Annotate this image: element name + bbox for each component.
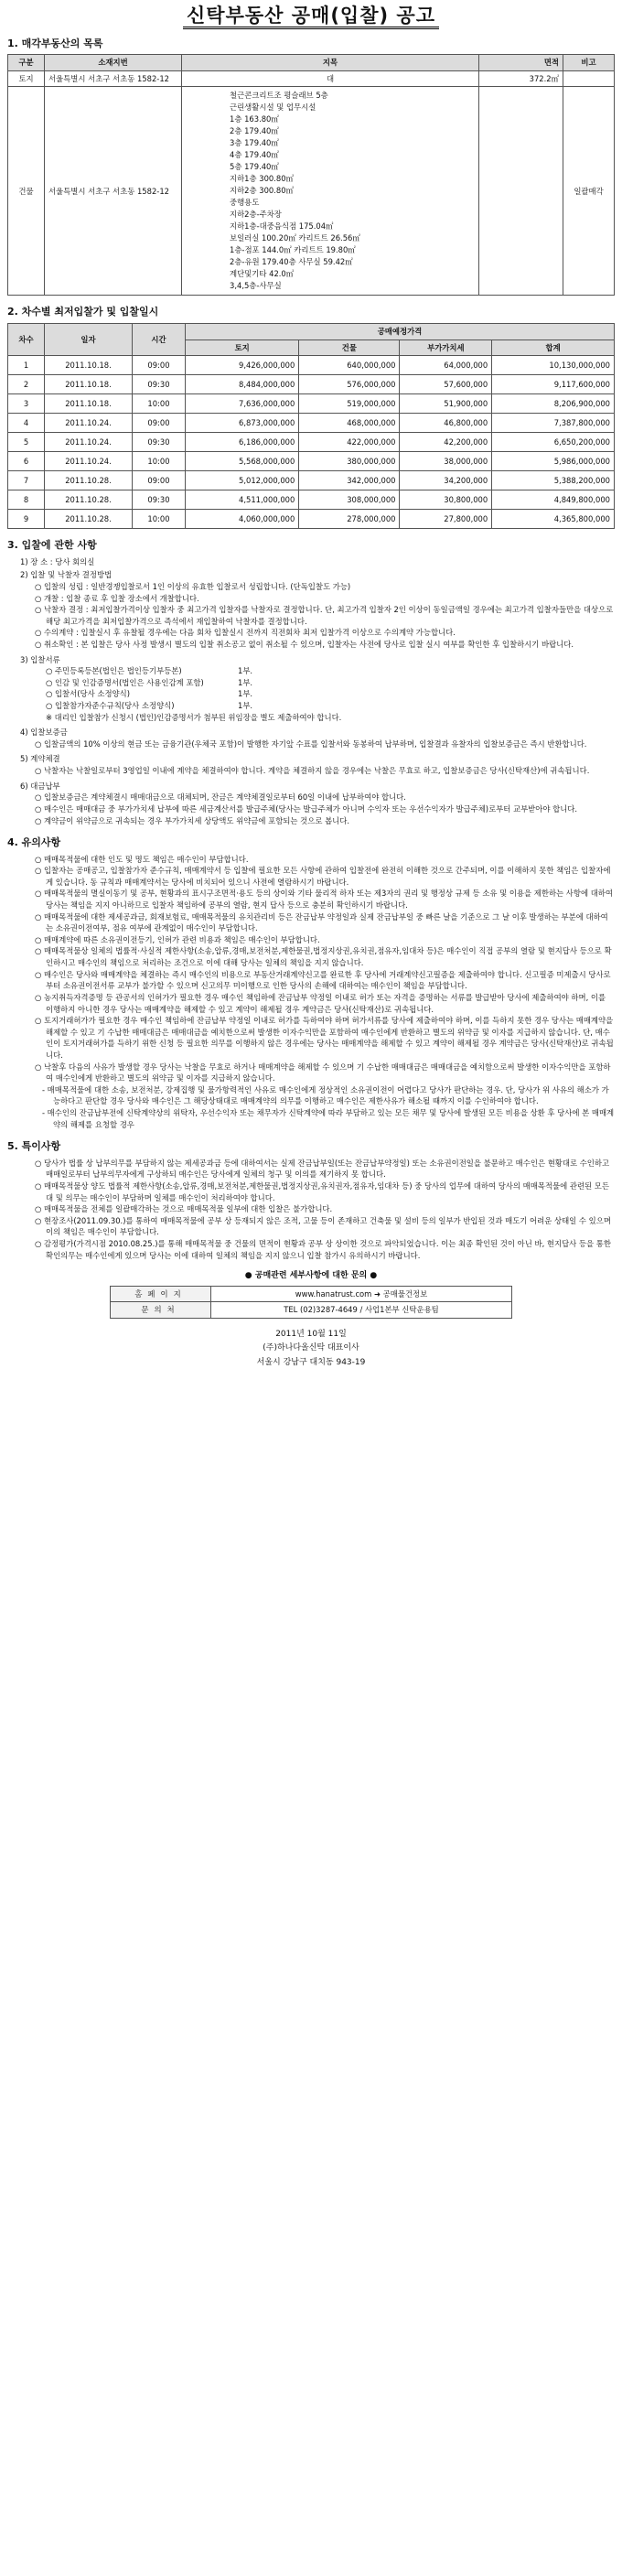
- header-note: 비고: [563, 55, 615, 71]
- table-row: [8, 394, 615, 414]
- date-cell: 2011.10.18.: [45, 394, 133, 414]
- header-date: 일자: [45, 323, 133, 355]
- method-title: 2) 입찰 및 낙찰자 결정방법: [20, 570, 113, 580]
- list-item: ○ 낙찰자는 낙찰일로부터 3영업일 이내에 계약을 체결하여야 합니다. 계약을 체결하지 않을 경우에는 낙찰은 무효로 하고, 입찰보증금은 당사(신탁재산)에 귀속됩니다.: [35, 766, 590, 776]
- round-cell: 4: [8, 414, 45, 433]
- total-cell: 10,130,000,000: [492, 356, 615, 375]
- list-item: ○ 매매목적물상 양도 법률적 제한사항(소송,압류,경매,보전처분,제한물권,법정지상권,유치권자,점유자,임대차 등) 중 당사의 업무에 대하여 당사의 매매목적물에 관련된 모든 대 및 의무는 매수인이 부담하며 일체를 매수인이 처리하여야 합니다.: [35, 1180, 609, 1202]
- schedule-body: [8, 356, 615, 529]
- docs-title: 3) 입찰서류: [20, 654, 60, 664]
- building-line: 근린생활시설 및 업무시설: [230, 102, 316, 113]
- total-cell: 9,117,600,000: [492, 375, 615, 394]
- contact-row: [111, 1286, 512, 1302]
- header-price-group: 공매예정가격: [186, 323, 615, 340]
- land-type: 토지: [8, 70, 45, 87]
- section5-heading: 5. 특이사항: [7, 1140, 61, 1153]
- doc-name: ○ 입찰서(당사 소정양식): [46, 689, 130, 699]
- footer-address: 서울시 강남구 대치동 943-19: [256, 1357, 366, 1367]
- docs-note: ※ 대리인 입찰참가 신청시 (법인)인감증명서가 첨부된 위임장을 별도 제출하여야 합니다.: [46, 712, 342, 722]
- date-cell: 2011.10.18.: [45, 375, 133, 394]
- list-item: ○ 토지거래허가가 필요한 경우 매수인 책임하에 잔금납부 약정일 이내로 허가를 득하여야 하며 허가서류를 당사에 제출하여야 하며, 이를 득하지 못한 경우 당사는 매매계약을 해제할 수 있고 기 수납한 매매대금은 매매대금을 예치한으로써 발생한 이자수익만을 포함하여 매수인에게 반환하고 별도의 위약금 및 이자를 지급하지 않습니다. 단, 매수인이 토지거래허가를 득하기 위한 신청 등 필요한 의무를 이행하지 않은 경우에는 당사는 매매계약을 해제할 수 있고 계약이 해제될 경우 계약금은 당사(신탁재산)로 귀속됩니다.: [35, 1016, 614, 1060]
- total-cell: 6,650,200,000: [492, 433, 615, 452]
- doc-count: 1부.: [238, 677, 253, 687]
- special-list: [7, 1158, 615, 1261]
- table-row: [8, 375, 615, 394]
- building-price-cell: 640,000,000: [299, 356, 400, 375]
- schedule-header-row: [8, 323, 615, 340]
- footer: [7, 1328, 615, 1370]
- building-line: 철근콘크리트조 평슬래브 5층: [230, 91, 328, 101]
- building-line: 계단및기타 42.0㎡: [230, 269, 295, 279]
- doc-row: [46, 688, 615, 700]
- contact-value: TEL (02)3287-4649 / 사업1본부 신탁운용팀: [211, 1302, 512, 1319]
- vat-cell: 42,200,000: [400, 433, 492, 452]
- list-item: ○ 개찰 : 입찰 종료 후 입찰 장소에서 개찰합니다.: [35, 593, 199, 603]
- doc-name: ○ 입찰참가자준수규칙(당사 소정양식): [46, 701, 175, 711]
- building-type: 건물: [8, 87, 45, 296]
- date-cell: 2011.10.24.: [45, 433, 133, 452]
- section2-heading: 2. 차수별 최저입찰가 및 입찰일시: [7, 306, 159, 318]
- header-land: 토지: [186, 340, 299, 356]
- land-price-cell: 5,568,000,000: [186, 452, 299, 471]
- header-category: 지목: [182, 55, 479, 71]
- vat-cell: 51,900,000: [400, 394, 492, 414]
- building-line: 지하1층 300.80㎡: [230, 174, 294, 184]
- contact-heading: ● 공매관련 세부사항에 대한 문의 ●: [244, 1271, 378, 1281]
- building-line: 지하2층-주차장: [230, 210, 282, 220]
- page-title: 신탁부동산 공매(입찰) 공고: [7, 0, 615, 31]
- list-item: ○ 낙찰자 결정 : 최저입찰가격이상 입찰자 중 최고가격 입찰자를 낙찰자로 결정합니다. 단, 최고가격 입찰자 2인 이상이 동일금액일 경우에는 최고가격 입찰자들만을 대상으로 해당 최고가격을 최저입찰가격으로 즉석에서 재입찰하여 낙찰자를 결정합니다.: [35, 605, 614, 626]
- section4-heading: 4. 유의사항: [7, 836, 61, 849]
- table-row: [8, 414, 615, 433]
- round-cell: 9: [8, 510, 45, 529]
- time-cell: 09:30: [133, 490, 186, 510]
- list-item: ○ 현장조사(2011.09.30.)를 통하여 매매목적물에 공부 상 등재되지 않은 조적, 고물 등이 존재하고 건축물 및 설비 등의 일부가 반입된 것과 매도기 어려운 상태일 수 있으며 이의 책임은 매수인이 부담합니다.: [35, 1215, 611, 1237]
- round-cell: 7: [8, 471, 45, 490]
- land-location: 서울특별시 서초구 서초동 1582-12: [45, 70, 182, 87]
- header-type: 구분: [8, 55, 45, 71]
- header-vat: 부가가치세: [400, 340, 492, 356]
- contact-table: [110, 1286, 512, 1319]
- building-area: [479, 87, 563, 296]
- method-list: [7, 581, 615, 651]
- contact-row: [111, 1302, 512, 1319]
- table-row: [8, 490, 615, 510]
- list-item: ○ 입찰금액의 10% 이상의 현금 또는 금융기관(우체국 포함)이 발행한 자기앞 수표를 입찰서와 동봉하여 납부하며, 입찰결과 유찰자의 입찰보증금은 즉시 반환합니다.: [35, 738, 587, 749]
- table-row: [8, 433, 615, 452]
- table-row: [8, 452, 615, 471]
- total-cell: 5,986,000,000: [492, 452, 615, 471]
- property-table: [7, 54, 615, 296]
- list-item: ○ 매매계약에 따른 소유권이전등기, 인허가 관련 비용과 책임은 매수인이 부담합니다.: [35, 934, 320, 944]
- land-area: 372.2㎡: [479, 70, 563, 87]
- round-cell: 1: [8, 356, 45, 375]
- section3-heading: 3. 입찰에 관한 사항: [7, 539, 97, 552]
- total-cell: 7,387,800,000: [492, 414, 615, 433]
- list-item: ○ 수의계약 : 입찰실시 후 유찰될 경우에는 다음 회차 입찰실시 전까지 직전회차 최저 입찰가격 이상으로 수의계약 가능합니다.: [35, 628, 456, 638]
- schedule-table: [7, 323, 615, 529]
- list-item: ○ 매매목적물에 대한 제세공과금, 회재보험료, 매매목적물의 유치관리비 등은 잔금납부 약정일과 실제 잔금납부일 중 빠른 날을 기준으로 그 날 이후 발생하는 부분에 대하여는 소유권이전여부, 점유 여부에 관계없이 매수인이 부담합니다.: [35, 911, 608, 933]
- date-cell: 2011.10.24.: [45, 414, 133, 433]
- list-item: ○ 입찰보증금은 계약체결시 매매대금으로 대체되며, 잔금은 계약체결일로부터 60일 이내에 납부하여야 합니다.: [35, 792, 406, 803]
- building-price-cell: 422,000,000: [299, 433, 400, 452]
- deposit-title: 4) 입찰보증금: [20, 728, 68, 738]
- total-cell: 4,365,800,000: [492, 510, 615, 529]
- vat-cell: 34,200,000: [400, 471, 492, 490]
- list-item: ○ 매매목적물상 일체의 법률적·사실적 제한사항(소송,압류,경매,보전처분,제한물권,법정지상권,유치권,점유자,임대차 등)은 매수인이 직접 공부의 열람 및 현지답사 등으로 확인하시고 매수인의 책임으로 처리하는 조건으로 이에 대해 당사는 일체의 책임을 지지 않습니다.: [35, 946, 612, 968]
- list-item: ○ 계약금이 위약금으로 귀속되는 경우 부가가치세 상당액도 위약금에 포함되는 것으로 봅니다.: [35, 815, 350, 825]
- building-price-cell: 576,000,000: [299, 375, 400, 394]
- footer-date: 2011년 10월 11일: [275, 1329, 347, 1339]
- round-cell: 8: [8, 490, 45, 510]
- building-line: 지하2층 300.80㎡: [230, 186, 294, 196]
- time-cell: 10:00: [133, 452, 186, 471]
- list-item: ○ 당사가 법률 상 납부의무를 부담하지 않는 제세공과금 등에 대하여서는 실제 잔금납부일(또는 잔금납부약정일) 또는 소유권이전일을 불문하고 매수인은 현황대로 수인하고 매매일로부터 납부의무자에게 구상하되 매수인은 당사에게 일체의 청구 및 이의를 제기하지 못 합니다.: [35, 1158, 610, 1180]
- header-building: 건물: [299, 340, 400, 356]
- footer-company: (주)하나다올신탁 대표이사: [263, 1343, 359, 1353]
- land-price-cell: 8,484,000,000: [186, 375, 299, 394]
- building-line: 2층-유원 179.40층 사무실 59.42㎡: [230, 257, 353, 267]
- round-cell: 6: [8, 452, 45, 471]
- building-line: 3,4,5층-사무실: [230, 281, 282, 291]
- table-row: [8, 356, 615, 375]
- doc-count: 1부.: [238, 666, 253, 676]
- payment-title: 6) 대금납부: [20, 781, 60, 791]
- building-line: 2층 179.40㎡: [230, 126, 279, 136]
- building-line: 1층-점포 144.0㎡ 카리트트 19.80㎡: [230, 245, 356, 255]
- doc-count: 1부.: [238, 689, 253, 699]
- doc-row: [46, 677, 615, 689]
- building-price-cell: 519,000,000: [299, 394, 400, 414]
- list-item: - 매매목적물에 대한 소송, 보전처분, 강제집행 및 물가항력적인 사유로 매수인에게 정상적인 소유권이전이 어렵다고 당사가 판단하는 경우. 단, 당사가 위 사유의 해소가 가능하다고 판단할 경우 당사와 매수인은 그 해당상태대로 매매계약의 의무를 이행하고 매수인은 제한사유가 해소될 때까지 이를 수인하여야 합니다.: [42, 1084, 609, 1106]
- date-cell: 2011.10.28.: [45, 510, 133, 529]
- building-price-cell: 468,000,000: [299, 414, 400, 433]
- building-price-cell: 308,000,000: [299, 490, 400, 510]
- header-total: 합계: [492, 340, 615, 356]
- building-line: 3층 179.40㎡: [230, 138, 279, 148]
- list-item: ○ 입찰자는 공매공고, 입찰참가자 준수규칙, 매매계약서 등 입찰에 필요한 모든 사항에 관하여 입찰전에 완전히 이해한 것으로 간주되며, 이를 이해하지 못한 책임은 입찰자에게 있습니다. 동 규칙과 매매계약서는 당사에 비치되어 있으니 사전에 열람하시기 바랍니다.: [35, 866, 611, 887]
- list-item: ○ 감정평가(가격시점 2010.08.25.)를 통해 매매목적물 중 건물의 면적이 현황과 공부 상 상이한 것으로 파악되었습니다. 이는 최종 확인된 것이 아닌 바, 현지답사 등을 통한 확인의무는 매수인에게 있으며 당사는 이에 대하여 일체의 책임을 지지 않으니 입찰 참가시 유의하시기 바랍니다.: [35, 1239, 611, 1260]
- land-price-cell: 6,186,000,000: [186, 433, 299, 452]
- time-cell: 09:00: [133, 414, 186, 433]
- vat-cell: 46,800,000: [400, 414, 492, 433]
- time-cell: 10:00: [133, 510, 186, 529]
- table-row: [8, 471, 615, 490]
- time-cell: 09:00: [133, 356, 186, 375]
- list-item: ○ 취소확인 : 본 입찰은 당사 사정 발생시 별도의 입찰 취소공고 없이 취소될 수 있으며, 입찰자는 사전에 당사로 입찰 실시 여부를 확인한 후 입찰하시기 바랍니다.: [35, 639, 574, 649]
- doc-name: ○ 주민등록등본(법인은 법인등기부등본): [46, 666, 182, 676]
- land-price-cell: 7,636,000,000: [186, 394, 299, 414]
- date-cell: 2011.10.28.: [45, 490, 133, 510]
- list-item: ○ 매수인은 매매대금 중 부가가치세 납부에 따른 세금계산서를 발급주체(당사는 발급주체가 아니며 수익자 또는 우선수익자가 발급주체)로부터 교부받아야 합니다.: [35, 803, 578, 814]
- header-location: 소재지번: [45, 55, 182, 71]
- caution-list: [7, 854, 615, 1131]
- building-row: [8, 87, 615, 296]
- total-cell: 5,388,200,000: [492, 471, 615, 490]
- place-line: 1) 장 소 : 당사 회의실: [20, 556, 95, 566]
- header-time: 시간: [133, 323, 186, 355]
- vat-cell: 64,000,000: [400, 356, 492, 375]
- building-description: [182, 87, 479, 296]
- land-price-cell: 5,012,000,000: [186, 471, 299, 490]
- list-item: ○ 입찰의 성립 : 일반경쟁입찰로서 1인 이상의 유효한 입찰로서 성립합니다. (단독입찰도 가능): [35, 581, 351, 591]
- list-item: ○ 매매목적물을 전체를 일괄매각하는 것으로 매매목적물 일부에 대한 입찰은 불가합니다.: [35, 1204, 333, 1214]
- homepage-link[interactable]: www.hanatrust.com ➜ 공매물건정보: [211, 1286, 512, 1302]
- contact-label: 홈페이지: [111, 1286, 211, 1302]
- vat-cell: 30,800,000: [400, 490, 492, 510]
- round-cell: 5: [8, 433, 45, 452]
- land-price-cell: 4,060,000,000: [186, 510, 299, 529]
- time-cell: 09:00: [133, 471, 186, 490]
- header-round: 차수: [8, 323, 45, 355]
- contract-title: 5) 계약체결: [20, 754, 60, 764]
- date-cell: 2011.10.18.: [45, 356, 133, 375]
- date-cell: 2011.10.24.: [45, 452, 133, 471]
- building-line: 보일러실 100.20㎡ 카리트트 26.56㎡: [230, 233, 360, 243]
- land-price-cell: 4,511,000,000: [186, 490, 299, 510]
- land-row: [8, 70, 615, 87]
- doc-row: [46, 665, 615, 677]
- vat-cell: 57,600,000: [400, 375, 492, 394]
- building-note: 일괄매각: [563, 87, 615, 296]
- doc-name: ○ 인감 및 인감증명서(법인은 사용인감계 포함): [46, 677, 204, 687]
- table-row: [8, 510, 615, 529]
- round-cell: 3: [8, 394, 45, 414]
- header-area: 면적: [479, 55, 563, 71]
- building-line: 4층 179.40㎡: [230, 150, 279, 160]
- list-item: - 매수인의 잔금납부전에 신탁계약상의 위탁자, 우선수익자 또는 채무자가 신탁계약에 따라 부담하고 있는 모든 채무 및 당사에 발생된 모든 비용을 상환 후 당사에 본 매매계약의 해제를 요청할 경우: [42, 1108, 615, 1129]
- list-item: ○ 매매목적물에 대한 인도 및 명도 책임은 매수인이 부담합니다.: [35, 854, 249, 864]
- building-price-cell: 380,000,000: [299, 452, 400, 471]
- building-line: 중행용도: [230, 198, 260, 208]
- building-price-cell: 278,000,000: [299, 510, 400, 529]
- time-cell: 09:30: [133, 433, 186, 452]
- building-line: 지하1층-대중음식점 175.04㎡: [230, 221, 334, 232]
- land-price-cell: 9,426,000,000: [186, 356, 299, 375]
- doc-count: 1부.: [238, 701, 253, 711]
- docs-list: [7, 665, 615, 711]
- round-cell: 2: [8, 375, 45, 394]
- building-line: 5층 179.40㎡: [230, 162, 279, 172]
- building-price-cell: 342,000,000: [299, 471, 400, 490]
- list-item: ○ 낙찰후 다음의 사유가 발생할 경우 당사는 낙찰을 무효로 하거나 매매계약을 해제할 수 있으며 기 수납한 매매대금은 매매대금을 예치함으로써 발생한 이자수익만을 포함하여 매수인에게 반환하고 별도의 위약금 및 이자를 지급하지 않습니다.: [35, 1062, 611, 1083]
- total-cell: 8,206,900,000: [492, 394, 615, 414]
- contact-label: 문의처: [111, 1302, 211, 1319]
- list-item: ○ 매매목적물의 멸실이동기 및 공부, 현황과의 표시구조면적·용도 등의 상이와 기타 물리적 하자 또는 제3자의 권리 및 행정상 규제 등 소유 및 이용을 제한하는 사항에 대하여 당사는 책임을 지지 아니하므로 입찰자 책임하에 공부의 열람, 현지 답사 등으로 충분히 확인하시기 바랍니다.: [35, 889, 613, 911]
- vat-cell: 27,800,000: [400, 510, 492, 529]
- doc-row: [46, 700, 615, 712]
- building-line: 1층 163.80㎡: [230, 114, 279, 124]
- list-item: ○ 매수인은 당사와 매매계약을 체결하는 즉시 매수인의 비용으로 부동산거래계약신고를 완료한 후 당사에 거래계약신고필증을 제출하여야 합니다. 신고필증 미제출시 당사로부터 소유권이전서류 교부가 불가할 수 있으며 신고의무 미이행으로 인한 당사의 손해에 대하여는 매수인이 책임을 부담합니다.: [35, 969, 611, 991]
- property-header-row: [8, 55, 615, 71]
- time-cell: 10:00: [133, 394, 186, 414]
- land-category: 대: [182, 70, 479, 87]
- building-location: 서울특별시 서초구 서초동 1582-12: [45, 87, 182, 296]
- list-item: ○ 농지취득자격증명 등 관공서의 인허가가 필요한 경우 매수인 책임하에 잔금납부 약정일 이내로 허가 또는 자격을 증명하는 서류를 발급받아 당사에 제출하여야 하며, 이를 이행하지 아니한 경우 당사는 매매계약을 해제할 수 있고 계약이 해제될 경우 계약금은 당사(신탁재산)로 귀속됩니다.: [35, 992, 606, 1014]
- section1-heading: 1. 매각부동산의 목록: [7, 37, 103, 49]
- land-note: [563, 70, 615, 87]
- vat-cell: 38,000,000: [400, 452, 492, 471]
- time-cell: 09:30: [133, 375, 186, 394]
- date-cell: 2011.10.28.: [45, 471, 133, 490]
- land-price-cell: 6,873,000,000: [186, 414, 299, 433]
- total-cell: 4,849,800,000: [492, 490, 615, 510]
